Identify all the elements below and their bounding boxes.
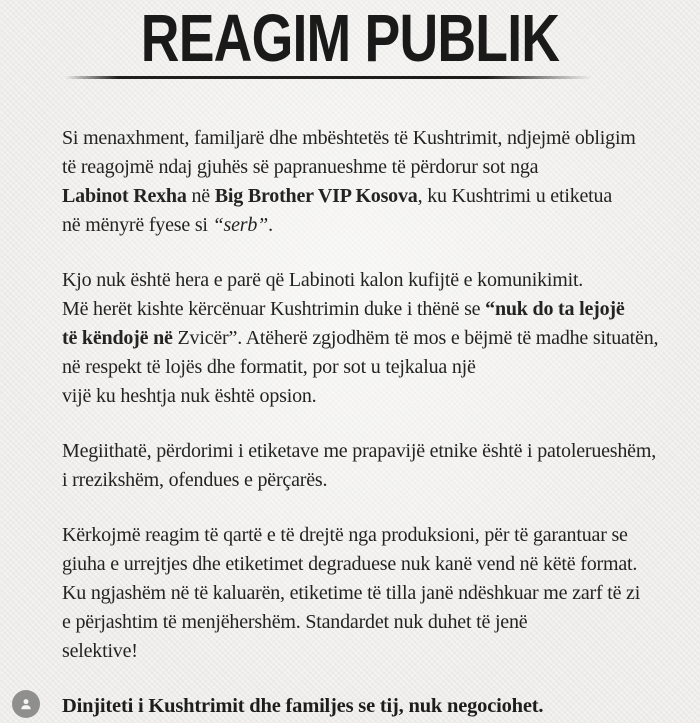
paragraph-line: giuha e urrejtjes dhe etiketimet degraduese nuk kanë vend në këtë format. [62,553,638,575]
person-icon [19,697,33,711]
paragraph-line: në respekt të lojës dhe formatit, por sot u tejkalua një [62,356,476,378]
paragraph-line: Labinot Rexha në Big Brother VIP Kosova, ku Kushtrimi u etiketua [62,185,613,207]
statement-body [0,124,700,666]
paragraph-line: Si menaxhment, familjarë dhe mbështetës të Kushtrimit, ndjejmë obligim [62,127,636,149]
paragraph-line: selektive! [62,640,138,662]
page-title: REAGIM PUBLIK [140,1,560,76]
closing-statement: Dinjiteti i Kushtrimit dhe familjes se tij, nuk negociohet. [62,695,544,717]
paragraph-line: të reagojmë ndaj gjuhës së papranueshme të përdorur sot nga [62,156,539,178]
paragraph [62,266,700,411]
paragraph-line: Kjo nuk është hera e parë që Labinoti kalon kufijtë e komunikimit. [62,269,584,291]
paragraph-line: Megiithatë, përdorimi i etiketave me prapavijë etnike është i patolerueshëm, [62,440,657,462]
paragraph-line: Ku ngjashëm në të kaluarën, etiketime të tilla janë ndëshkuar me zarf të zi [62,582,641,604]
paragraph-line: të këndojë në Zvicër”. Atëherë zgjodhëm të mos e bëjmë të madhe situatën, [62,327,659,349]
paragraph [62,124,700,240]
paragraph-line: në mënyrë fyese si “serb”. [62,214,273,236]
paragraph [62,521,700,666]
paragraph-line: Kërkojmë reagim të qartë e të drejtë nga produksioni, për të garantuar se [62,524,628,546]
paragraph-line: vijë ku heshtja nuk është opsion. [62,385,317,407]
tagged-people-badge[interactable] [12,690,40,718]
paragraph [62,437,700,495]
paragraph-line: Më herët kishte kërcënuar Kushtrimin duke i thënë se “nuk do ta lejojë [62,298,625,320]
title-underline [65,76,592,79]
paragraph-line: e përjashtim të menjëhershëm. Standardet nuk duhet të jenë [62,611,528,633]
paragraph-line: i rrezikshëm, ofendues e përçarës. [62,469,328,491]
statement-header [0,0,700,79]
